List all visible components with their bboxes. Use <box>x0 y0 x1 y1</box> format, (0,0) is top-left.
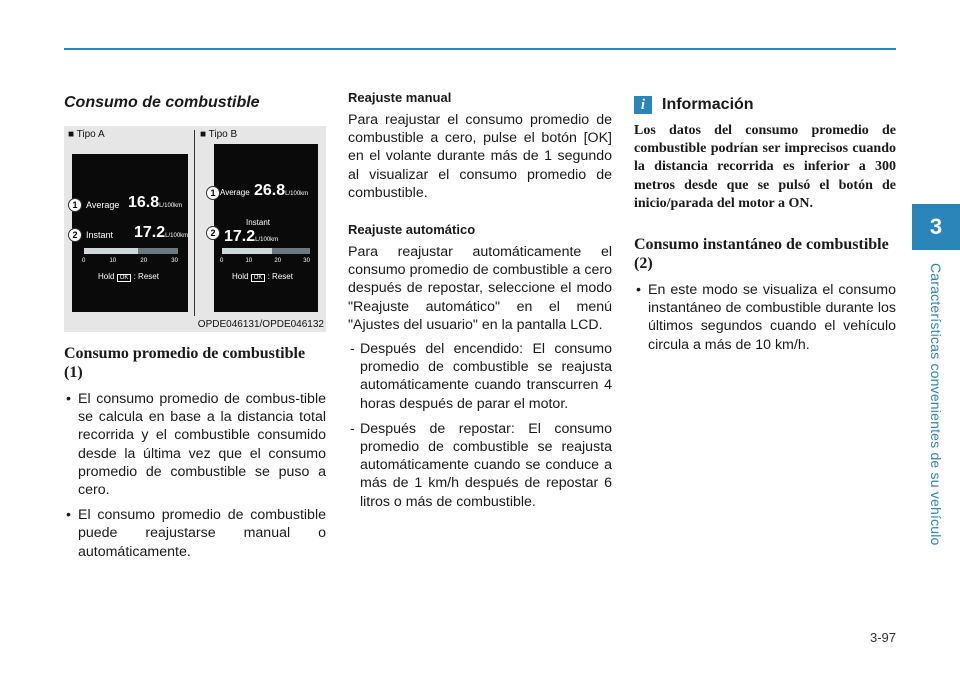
cluster-screen-type-a <box>72 154 188 312</box>
column-left <box>64 90 326 568</box>
cluster-screen-type-b <box>214 144 318 312</box>
auto-reset-text: Para reajustar automáticamente el consumo promedio de combustible a cero después de repostar, seleccione el modo "Reajuste automático" en el menú "Ajustes del usuario" en la pantalla LCD. <box>348 244 612 333</box>
gauge-tick-label: 30 <box>303 258 310 264</box>
instant-label: Instant <box>86 230 114 240</box>
instant-label: Instant <box>246 218 271 227</box>
info-box-header <box>634 96 896 114</box>
marker-2-type-b: 2 <box>206 226 220 240</box>
manual-reset-heading: Reajuste manual <box>348 90 452 105</box>
instant-gauge-fill <box>222 248 272 254</box>
gauge-ticks <box>220 258 310 264</box>
average-label: Average <box>86 200 120 210</box>
figure-caption: OPDE046131/OPDE046132 <box>197 319 324 330</box>
column-middle <box>348 90 612 518</box>
list-item: - Después de repostar: El consumo promedio de combustible se reajusta automáticamente cuando se conduce a más de 1 km/h después de repostar 6 litros o más de combustible. <box>350 420 612 510</box>
header-rule <box>64 48 896 50</box>
average-consumption-heading: Consumo promedio de combustible (1) <box>64 345 306 381</box>
info-icon: i <box>634 96 652 114</box>
instant-gauge-fill <box>84 248 138 254</box>
instant-value: 17.2L/100km <box>134 224 189 241</box>
gauge-tick-label: 20 <box>274 258 282 264</box>
auto-reset-heading: Reajuste automático <box>348 222 476 238</box>
average-label: Average <box>220 188 250 197</box>
gauge-ticks <box>82 258 178 264</box>
column-right <box>634 90 896 361</box>
info-text: Los datos del consumo promedio de combustible podrían ser imprecisos cuando la distancia recorrida es inferior a 300 metros desde que se pulsó el botón de inicio/parada del motor a ON. <box>634 123 896 211</box>
list-item: • El consumo promedio de combustible puede reajustarse manual o automáticamente. <box>66 507 326 560</box>
manual-reset-text: Para reajustar el consumo promedio de combustible a cero, pulse el botón [OK] en el volante durante más de 1 segundo al visualizar el consumo promedio de combustible. <box>348 112 612 201</box>
gauge-tick-label: 0 <box>220 258 224 264</box>
average-value: 16.8L/100km <box>128 194 183 211</box>
chapter-number: 3 <box>929 214 943 239</box>
marker-1-type-b: 1 <box>206 186 220 200</box>
marker-2-type-a: 2 <box>68 228 82 242</box>
chapter-tab <box>912 204 960 250</box>
section-title: Consumo de combustible <box>64 94 260 111</box>
gauge-tick-label: 20 <box>140 258 148 264</box>
instant-consumption-list <box>634 281 896 354</box>
hold-reset-hint: Hold OK : Reset <box>232 272 293 281</box>
gauge-tick-label: 10 <box>109 258 117 264</box>
average-consumption-list <box>64 390 326 561</box>
instant-value: 17.2L/100km <box>224 228 279 245</box>
list-item: • El consumo promedio de combus-tible se calcula en base a la distancia total recorrida y el combustible consumido desde la última vez que el consumo promedio de combustible se puso a cero. <box>66 391 326 499</box>
gauge-tick-label: 30 <box>171 258 178 264</box>
average-value: 26.8L/100km <box>254 182 309 199</box>
auto-reset-list <box>348 340 612 511</box>
list-item: • En este modo se visualiza el consumo instantáneo de combustible durante los últimos segundos cuando el vehículo circula a más de 10 km/h. <box>636 282 896 353</box>
instant-consumption-heading: Consumo instantáneo de combustible (2) <box>634 236 889 273</box>
info-title: Información <box>662 96 754 113</box>
hold-reset-hint: Hold OK : Reset <box>98 272 159 281</box>
chapter-side-title: Características convenientes de su vehículo <box>928 262 944 546</box>
page-number: 3-97 <box>869 630 896 645</box>
gauge-tick-label: 10 <box>245 258 253 264</box>
list-item: - Después del encendido: El consumo promedio de combustible se reajusta automáticamente cuando transcurren 4 horas después de parar el motor. <box>350 341 612 412</box>
figure-label-type-a: ■ Tipo A <box>68 129 105 140</box>
gauge-tick-label: 0 <box>82 258 86 264</box>
marker-1-type-a: 1 <box>68 198 82 212</box>
figure-divider <box>194 130 195 316</box>
figure-label-type-b: ■ Tipo B <box>200 129 238 140</box>
cluster-figure <box>64 126 326 332</box>
